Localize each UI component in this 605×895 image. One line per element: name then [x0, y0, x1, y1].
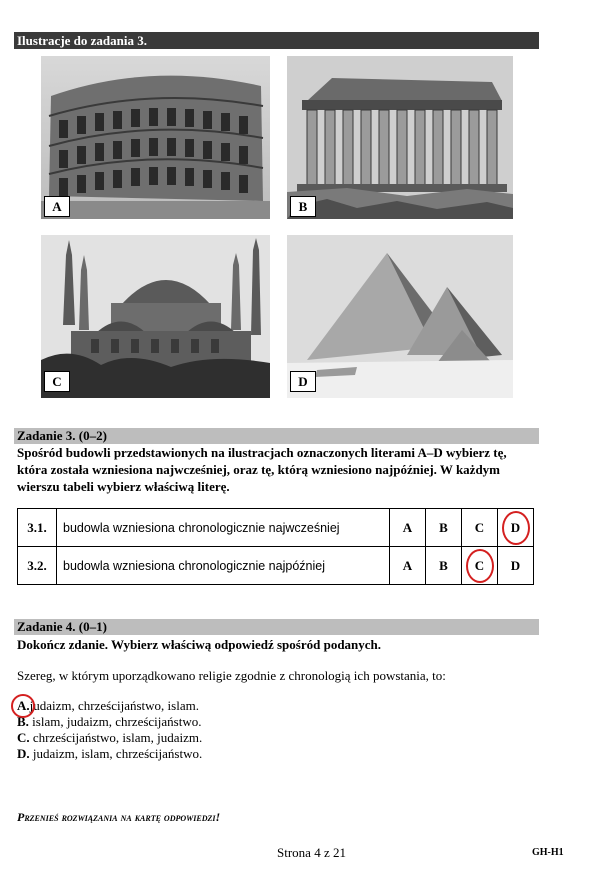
answer-option-a[interactable] [17, 698, 202, 714]
option-label: D [510, 519, 521, 535]
option-label: C [474, 519, 485, 535]
task3-instruction-line2: która została wzniesiona najwcześniej, oraz tę, którą wzniesiono najpóźniej. W każdym [17, 462, 501, 477]
illustrations-title: Ilustracje do zadania 3. [14, 32, 539, 49]
option-b-3-1[interactable] [426, 509, 462, 547]
option-text: chrześcijaństwo, islam, judaizm. [32, 730, 203, 745]
option-text: islam, judaizm, chrześcijaństwo. [32, 714, 202, 729]
task3-answer-table [17, 508, 534, 585]
task4-stem: Szereg, w którym uporządkowano religie zgodnie z chronologią ich powstania, to: [17, 668, 446, 683]
option-b-3-2[interactable] [426, 547, 462, 585]
option-a-3-2[interactable] [390, 547, 426, 585]
row-number: 3.2. [18, 547, 57, 585]
option-label: A [402, 519, 413, 535]
option-letter: B. [17, 714, 29, 729]
option-label: C [474, 557, 485, 573]
table-row-3-1 [18, 509, 534, 547]
photo-hagia-sophia [41, 235, 270, 398]
photo-label-c: C [44, 371, 70, 392]
task3-instruction [17, 444, 539, 495]
option-label: B [439, 557, 448, 573]
table-row-3-2 [18, 547, 534, 585]
photo-pyramids [287, 235, 513, 398]
answer-option-d[interactable] [17, 746, 202, 762]
task4-instruction: Dokończ zdanie. Wybierz właściwą odpowiedź spośród podanych. [17, 637, 382, 652]
selected-circle-mark [11, 694, 35, 718]
task4-heading: Zadanie 4. (0–1) [14, 619, 539, 635]
photo-label-a: A [44, 196, 70, 217]
task3-instruction-line1: Spośród budowli przedstawionych na ilustracjach oznaczonych literami A–D wybierz tę, [17, 445, 507, 460]
option-c-3-2[interactable] [462, 547, 498, 585]
transfer-answers-note: Przenieś rozwiązania na kartę odpowiedzi! [17, 810, 221, 824]
option-letter: A. [17, 698, 30, 713]
option-c-3-1[interactable] [462, 509, 498, 547]
row-description: budowla wzniesiona chronologicznie najwcześniej [57, 509, 390, 547]
photo-label-b: B [290, 196, 316, 217]
task3-heading: Zadanie 3. (0–2) [14, 428, 539, 444]
option-label: A [402, 557, 413, 573]
option-letter: D. [17, 746, 30, 761]
task4-options [17, 698, 202, 762]
photo-label-d: D [290, 371, 316, 392]
selected-circle-mark [466, 549, 494, 583]
option-letter: C. [17, 730, 30, 745]
photo-colosseum [41, 56, 270, 219]
option-text: judaizm, islam, chrześcijaństwo. [32, 746, 203, 761]
option-text: judaizm, chrześcijaństwo, islam. [29, 698, 199, 713]
exam-code: GH-H1 [532, 847, 564, 858]
option-label: D [510, 557, 521, 573]
answer-option-b[interactable] [17, 714, 202, 730]
row-number: 3.1. [18, 509, 57, 547]
option-label: B [439, 519, 448, 535]
answer-option-c[interactable] [17, 730, 202, 746]
task3-instruction-line3: wierszu tabeli wybierz właściwą literę. [17, 479, 230, 494]
option-a-3-1[interactable] [390, 509, 426, 547]
selected-circle-mark [502, 511, 530, 545]
photo-parthenon [287, 56, 513, 219]
option-d-3-1[interactable] [498, 509, 534, 547]
option-d-3-2[interactable] [498, 547, 534, 585]
page-number: Strona 4 z 21 [277, 845, 346, 860]
row-description: budowla wzniesiona chronologicznie najpóźniej [57, 547, 390, 585]
